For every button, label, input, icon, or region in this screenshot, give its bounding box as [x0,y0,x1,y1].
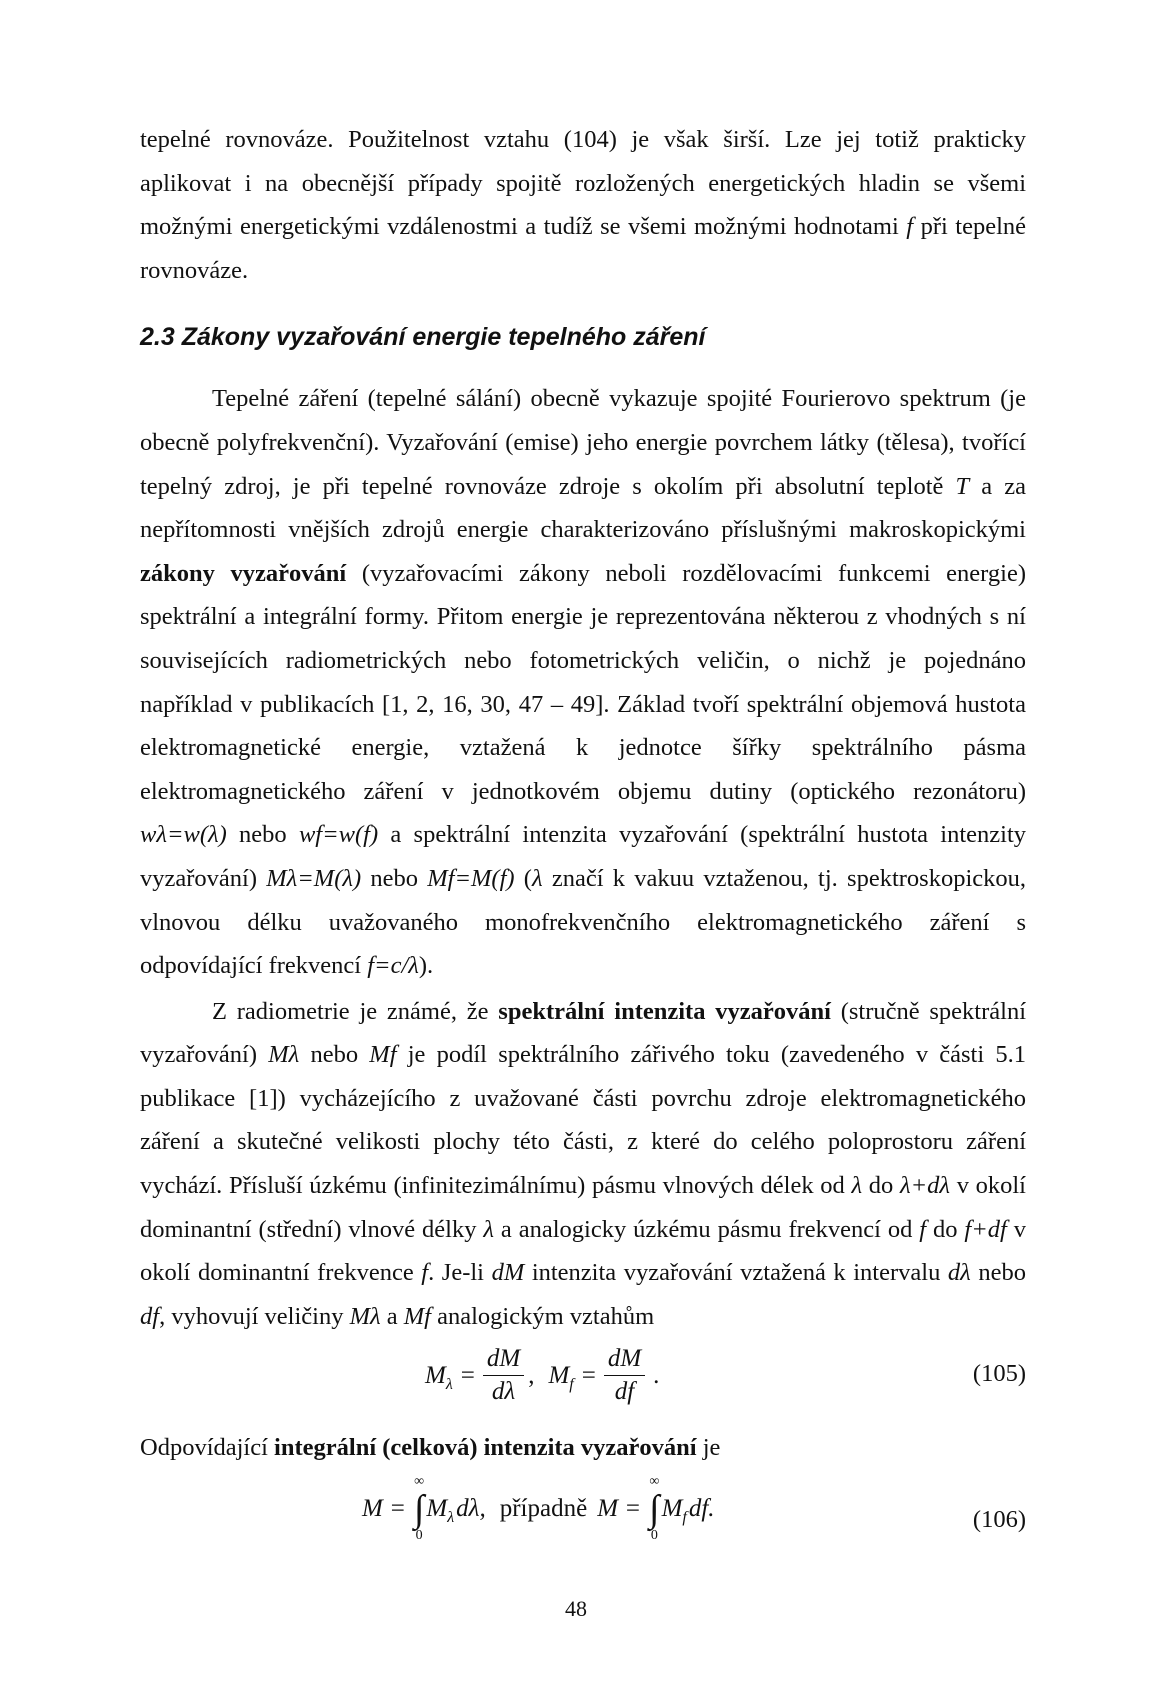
paragraph-continuation: tepelné rovnováze. Použitelnost vztahu (104) je však širší. Lze jej totiž prakticky aplikovat i na obecnější případy spojitě rozložených energetických hladin se všemi možnými energetickými vzdálenostmi a tudíž se všemi možnými hodnotami f při tepelné rovnováze. [140,126,1026,284]
fraction-dM-dlambda: $\frac{dM}{d\lambda}$ [483,1344,524,1407]
integral-sign: ∞ ∫ 0 [413,1474,425,1544]
equation-106 [140,1470,1026,1580]
fraction-dM-df: $\frac{dM}{df}$ [604,1344,645,1407]
equation-number-105: (105) [972,1360,1026,1388]
paragraph-thermal-radiation: Tepelné záření (tepelné sálání) obecně vykazuje spojité Fourierovo spektrum (je obecně polyfrekvenční). Vyzařování (emise) jeho energie povrchem látky (tělesa), tvořící tepelný zdroj, je při tepelné rovnováze zdroje s okolím při absolutní teplotě T a za nepřítomnosti vnějších zdrojů energie charakterizováno příslušnými makroskopickými zákony vyzařování (vyzařovacími zákony neboli rozdělovacími funkcemi energie) spektrální a integrální formy. Přitom energie je reprezentována některou z vhodných s ní souvisejících radiometrických nebo fotometrických veličin, o nichž je pojednáno například v publikacích [1, 2, 16, 30, 47 – 49]. Základ tvoří spektrální objemová hustota elektromagnetické energie, vztažená k jednotce šířky spektrálního pásma elektromagnetického záření v jednotkovém objemu dutiny (optického rezonátoru) wλ=w(λ) nebo wf=w(f) a spektrální intenzita vyzařování (spektrální hustota intenzity vyzařování) Mλ=M(λ) nebo Mf=M(f) (λ značí k vakuu vztaženou, tj. spektroskopickou, vlnovou délku uvažovaného monofrekvenčního elektromagnetického záření s odpovídající frekvencí f=c/λ). [140,385,1026,980]
paragraph-spectral-intensity: Z radiometrie je známé, že spektrální intenzita vyzařování (stručně spektrální vyzařování) Mλ nebo Mf je podíl spektrálního zářivého toku (zavedeného v části 5.1 publikace [1]) vycházejícího z uvažované části povrchu zdroje elektromagnetického záření a skutečné velikosti plochy této části, z které do celého poloprostoru záření vychází. Přísluší úzkému (infinitezimálnímu) pásmu vlnových délek od λ do λ+dλ v okolí dominantní (střední) vlnové délky λ a analogicky úzkému pásmu frekvencí od f do f+df v okolí dominantní frekvence f. Je-li dM intenzita vyzařování vztažená k intervalu dλ nebo df, vyhovují veličiny Mλ a Mf analogickým vztahům [140,997,1027,1330]
equation-105-body: M λ = $\frac{dM}{d\lambda}$ , M f = $\frac{dM}{df}$ . [425,1345,660,1406]
equation-105 [140,1338,1026,1420]
page-number: 48 [565,1596,587,1621]
paragraph-integral-intensity: Odpovídající integrální (celková) intenzita vyzařování je [140,1434,721,1462]
section-heading: 2.3 Zákony vyzařování energie tepelného záření [140,323,706,352]
integral-sign: ∞ ∫ 0 [649,1474,660,1544]
equation-number-106: (106) [972,1506,1026,1534]
equation-106-body: M = ∞ ∫ 0 M λ dλ, případně M = ∞ ∫ 0 M f df. [362,1474,715,1544]
